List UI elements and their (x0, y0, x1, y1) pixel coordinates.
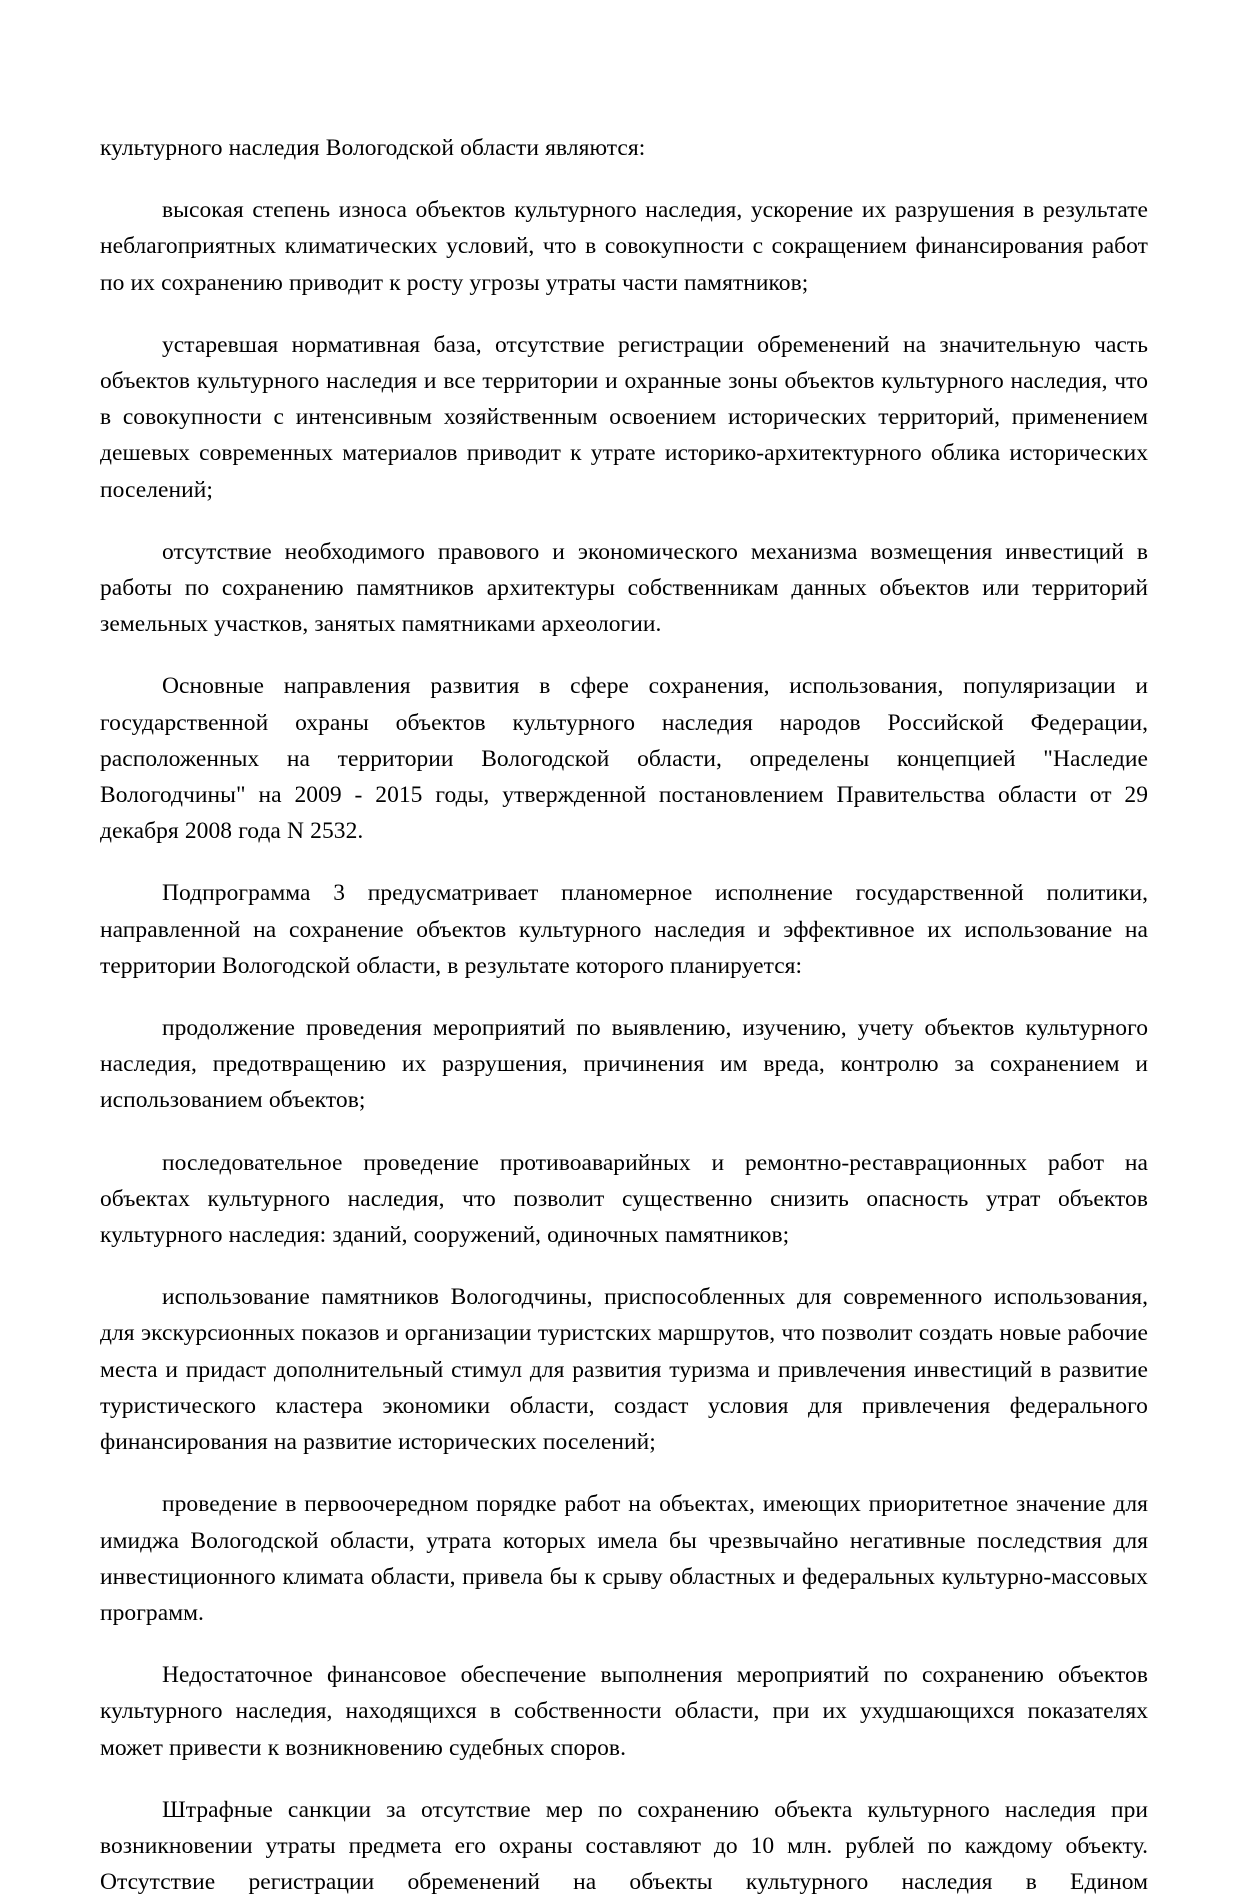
paragraph-tourism-use: использование памятников Вологодчины, приспособленных для современного использования, для экскурсионных показов и организации туристских маршрутов, что позволит создать новые рабочие места и придаст дополнительный стимул для развития туризма и привлечения инвестиций в развитие туристического кластера экономики области, создаст условия для привлечения федерального финансирования на развитие исторических поселений; (100, 1284, 1148, 1456)
document-text-body (100, 130, 1148, 1900)
paragraph-wear: высокая степень износа объектов культурного наследия, ускорение их разрушения в результате неблагоприятных климатических условий, что в совокупности с сокращением финансирования работ по их сохранению приводит к росту угрозы утраты части памятников; (100, 197, 1148, 296)
paragraph-subprogram-3: Подпрограмма 3 предусматривает планомерное исполнение государственной политики, направленной на сохранение объектов культурного наследия и эффективное их использование на территории Вологодской области, в результате которого планируется: (100, 880, 1148, 979)
paragraph-restoration-works: последовательное проведение противоаварийных и ремонтно-реставрационных работ на объектах культурного наследия, что позволит существенно снизить опасность утрат объектов культурного наследия: зданий, сооружений, одиночных памятников; (100, 1149, 1148, 1249)
paragraph-priority-works: проведение в первоочередном порядке работ на объектах, имеющих приоритетное значение для имиджа Вологодской области, утрата которых имела бы чрезвычайно негативные последствия для инвестиционного климата области, привела бы к срыву областных и федеральных культурно-массовых программ. (100, 1491, 1148, 1626)
paragraph-legal-base: устаревшая нормативная база, отсутствие регистрации обременений на значительную часть объектов культурного наследия и все территории и охранные зоны объектов культурного наследия, что в совокупности с интенсивным хозяйственным освоением исторических территорий, применением дешевых современных материалов приводит к утрате историко-архитектурного облика исторических поселений; (100, 331, 1148, 503)
paragraph-continue-events: продолжение проведения мероприятий по выявлению, изучению, учету объектов культурного наследия, предотвращению их разрушения, причинения им вреда, контролю за сохранением и использованием объектов; (100, 1015, 1148, 1114)
paragraph-no-mechanism: отсутствие необходимого правового и экономического механизма возмещения инвестиций в работы по сохранению памятников архитектуры собственникам данных объектов или территорий земельных участков, занятых памятниками археологии. (100, 538, 1148, 638)
paragraph-insufficient-funding: Недостаточное финансовое обеспечение выполнения мероприятий по сохранению объектов культурного наследия, находящихся в собственности области, при их ухудшающихся показателях может привести к возникновению судебных споров. (100, 1662, 1148, 1761)
paragraph-continuation: культурного наследия Вологодской области являются: (100, 135, 646, 161)
paragraph-penalties: Штрафные санкции за отсутствие мер по сохранению объекта культурного наследия при возникновении утраты предмета его охраны составляют до 10 млн. рублей по каждому объекту. Отсутствие регистрации обременений на объекты культурного наследия в Едином (100, 1796, 1148, 1896)
paragraph-main-directions: Основные направления развития в сфере сохранения, использования, популяризации и государственной охраны объектов культурного наследия народов Российской Федерации, расположенных на территории Вологодской области, определены концепцией "Наследие Вологодчины" на 2009 - 2015 годы, утвержденной постановлением Правительства области от 29 декабря 2008 года N 2532. (100, 673, 1148, 845)
